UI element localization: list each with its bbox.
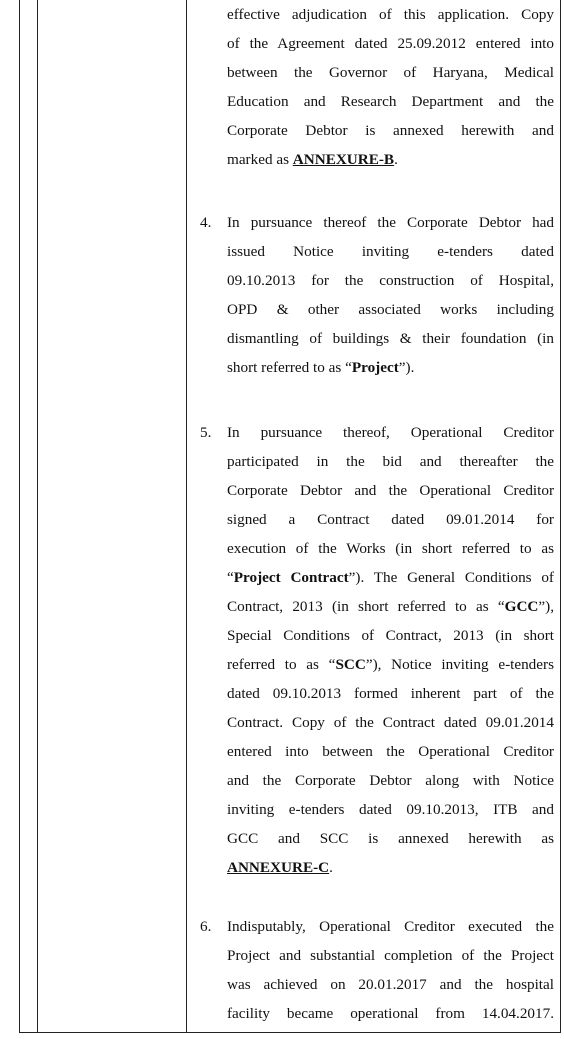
- table-column-divider-1: [37, 0, 38, 1033]
- paragraph-5-line-3: Corporate Debtor and the Operational Creditor: [227, 482, 554, 499]
- paragraph-4-line-1: In pursuance thereof the Corporate Debtor had: [227, 214, 554, 231]
- paragraph-6-body: [227, 912, 554, 1028]
- paragraph-6-line-2: Project and substantial completion of the Project: [227, 947, 554, 964]
- paragraph-4-line-3: 09.10.2013 for the construction of Hospital,: [227, 272, 554, 289]
- table-border-right: [560, 0, 561, 1033]
- intro-line-2: of the Agreement dated 25.09.2012 entered into: [227, 35, 554, 52]
- intro-paragraph: [227, 0, 554, 174]
- annexure-b-reference: ANNEXURE-B: [292, 151, 395, 168]
- intro-line-6: marked as ANNEXURE-B.: [227, 151, 398, 168]
- paragraph-5-line-9: referred to as “SCC”), Notice inviting e-tenders: [227, 656, 554, 673]
- paragraph-4-body: [227, 208, 554, 382]
- intro-line-1: effective adjudication of this application. Copy: [227, 6, 554, 23]
- table-border-bottom: [19, 1032, 561, 1033]
- paragraph-5-line-5: execution of the Works (in short referred to as: [227, 540, 554, 557]
- paragraph-6-line-4: facility became operational from 14.04.2017.: [227, 1005, 554, 1022]
- paragraph-6-line-1: Indisputably, Operational Creditor executed the: [227, 918, 554, 935]
- paragraph-5-body: [227, 418, 554, 882]
- paragraph-4-line-5: dismantling of buildings & their foundation (in: [227, 330, 554, 347]
- paragraph-5-line-7: Contract, 2013 (in short referred to as “GCC”),: [227, 598, 554, 615]
- paragraph-4-line-6: short referred to as “Project”).: [227, 359, 415, 376]
- annexure-c-reference: ANNEXURE-C: [227, 859, 330, 876]
- paragraph-number: 6.: [200, 918, 212, 935]
- paragraph-5-line-10: dated 09.10.2013 formed inherent part of the: [227, 685, 554, 702]
- paragraph-5-line-16: ANNEXURE-C.: [227, 859, 333, 876]
- table-border-left: [19, 0, 20, 1033]
- intro-line-5: Corporate Debtor is annexed herewith and: [227, 122, 554, 139]
- intro-line-4: Education and Research Department and the: [227, 93, 554, 110]
- paragraph-6-line-3: was achieved on 20.01.2017 and the hospital: [227, 976, 554, 993]
- paragraph-5-line-2: participated in the bid and thereafter the: [227, 453, 554, 470]
- paragraph-4-line-2: issued Notice inviting e-tenders dated: [227, 243, 554, 260]
- paragraph-5-line-13: and the Corporate Debtor along with Notice: [227, 772, 554, 789]
- paragraph-5-line-15: GCC and SCC is annexed herewith as: [227, 830, 554, 847]
- paragraph-5-line-12: entered into between the Operational Creditor: [227, 743, 554, 760]
- paragraph-5-line-8: Special Conditions of Contract, 2013 (in short: [227, 627, 554, 644]
- paragraph-4-line-4: OPD & other associated works including: [227, 301, 554, 318]
- paragraph-5-line-4: signed a Contract dated 09.01.2014 for: [227, 511, 554, 528]
- paragraph-5-line-1: In pursuance thereof, Operational Creditor: [227, 424, 554, 441]
- paragraph-number: 4.: [200, 214, 212, 231]
- paragraph-5-line-11: Contract. Copy of the Contract dated 09.01.2014: [227, 714, 554, 731]
- paragraph-5-line-6: “Project Contract”). The General Conditions of: [227, 569, 554, 586]
- table-column-divider-2: [186, 0, 187, 1033]
- paragraph-number: 5.: [200, 424, 212, 441]
- paragraph-5-line-14: inviting e-tenders dated 09.10.2013, ITB and: [227, 801, 554, 818]
- intro-line-3: between the Governor of Haryana, Medical: [227, 64, 554, 81]
